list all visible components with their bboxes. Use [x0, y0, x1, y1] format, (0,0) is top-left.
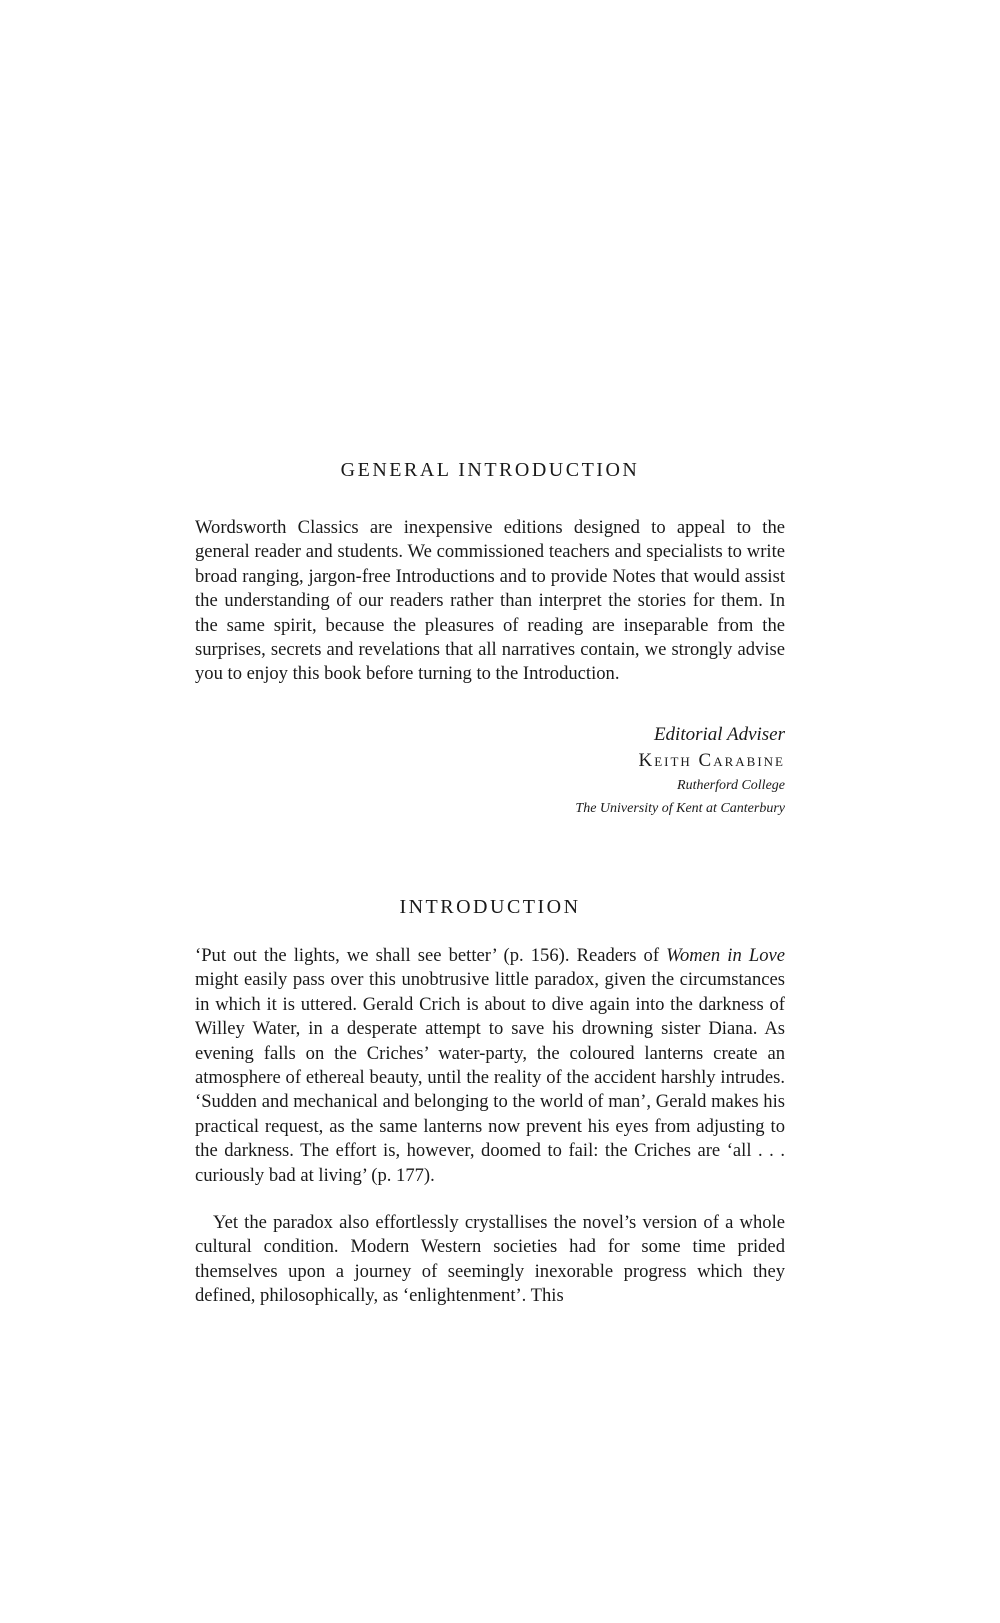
book-title: Women in Love [666, 945, 785, 966]
editor-name: Keith Carabine [638, 750, 785, 771]
introduction-heading: INTRODUCTION [399, 896, 581, 918]
paragraph-text: might easily pass over this unobtrusive little paradox, given the circumstances in which it is uttered. Gerald Crich is about to dive again into the darkness of Willey Water, in a desperate attempt to save his drowning sister Diana. As evening falls on the Criches’ water-party, the coloured lanterns create an atmosphere of ethereal beauty, until the reality of the accident harshly intrudes. ‘Sudden and mechanical and belonging to the world of man’, Gerald makes his practical request, as the same lanterns now prevent his eyes from adjusting to the darkness. The effort is, however, doomed to fail: the Criches are ‘all . . . curiously bad at living’ (p. 177). [195, 969, 785, 1186]
editor-signature [195, 722, 785, 820]
introduction-paragraph-1 [195, 944, 785, 1188]
editor-university: The University of Kent at Canterbury [575, 801, 785, 816]
paragraph-text: ‘Put out the lights, we shall see better’ (p. 156). Readers of [195, 945, 667, 966]
editor-role: Editorial Adviser [653, 724, 785, 745]
introduction-paragraph-2: Yet the paradox also effortlessly crystallises the novel’s version of a whole cultural condition. Modern Western societies had for some time prided themselves upon a journey of seemingly inexorable progress which they defined, philosophically, as ‘enlightenment’. This [195, 1212, 785, 1307]
general-introduction-text: Wordsworth Classics are inexpensive editions designed to appeal to the general reader and students. We commissioned teachers and specialists to write broad ranging, jargon-free Introductions and to provide Notes that would assist the understanding of our readers rather than interpret the stories for them. In the same spirit, because the pleasures of reading are inseparable from the surprises, secrets and revelations that all narratives contain, we strongly advise you to enjoy this book before turning to the Introduction. [195, 517, 785, 685]
editor-college: Rutherford College [677, 778, 785, 793]
general-introduction-heading: GENERAL INTRODUCTION [340, 459, 640, 481]
